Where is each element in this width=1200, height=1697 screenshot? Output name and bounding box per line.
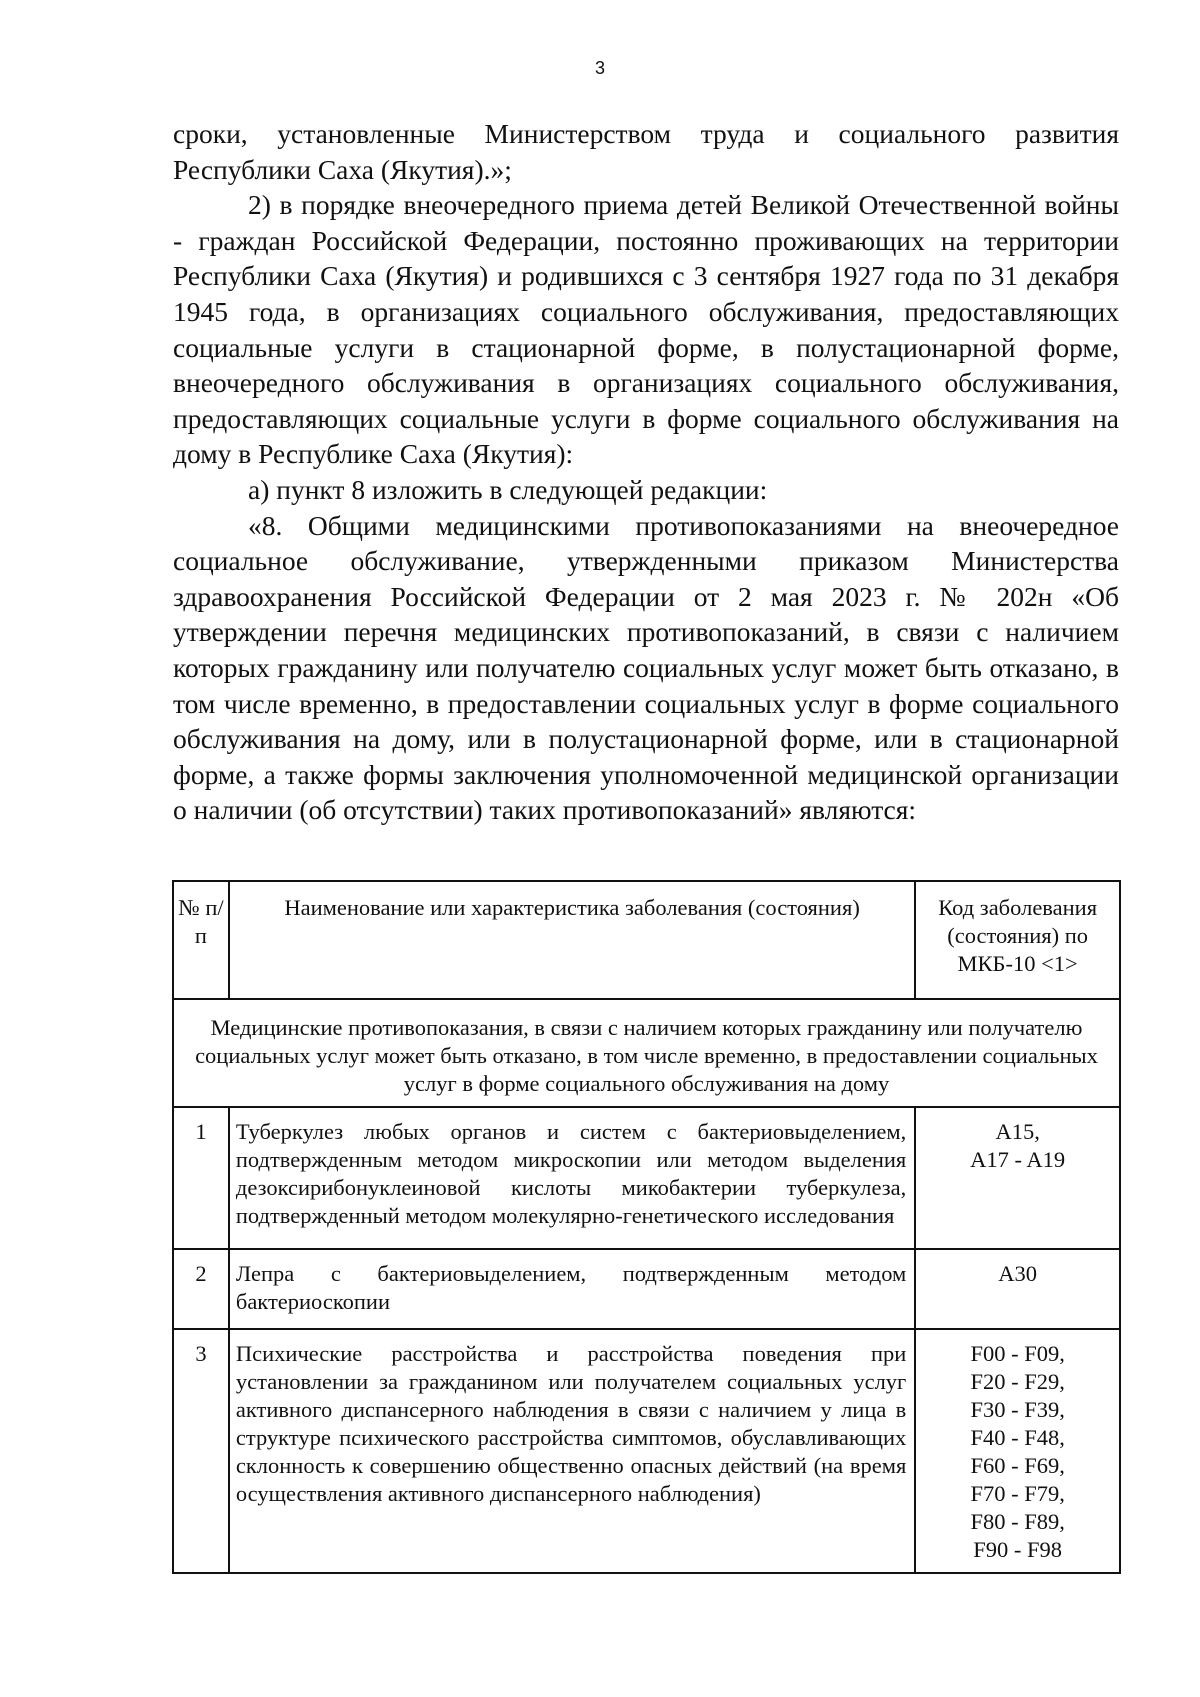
row-name: Психические расстройства и расстройства поведения при установлении за гражданином или получателем социальных услуг активного диспансерного наблюдения в связи с наличием у лица в структуре психического расстройства симптомов, обуславливающих склонность к совершению общественно опасных действий (на время осуществления активного диспансерного наблюдения)	[229, 1329, 915, 1573]
section-title: Медицинские противопоказания, в связи с наличием которых гражданину или получателю социальных услуг может быть отказано, в том числе временно, в предоставлении социальных услуг в форме социального обслуживания на дому	[173, 999, 1120, 1107]
row-name: Туберкулез любых органов и систем с бактериовыделением, подтвержденным методом микроскопии или методом выделения дезоксирибонуклеиновой кислоты микобактерии туберкулеза, подтвержденный методом молекулярно-генетического исследования	[229, 1107, 915, 1249]
row-name: Лепра с бактериовыделением, подтвержденным методом бактериоскопии	[229, 1249, 915, 1329]
code-value: A17 - A19	[970, 1147, 1066, 1172]
header-code: Код заболевания (состояния) по МКБ-10 <1>	[915, 881, 1120, 999]
code-value: F40 - F48,	[970, 1425, 1065, 1450]
paragraph-item-2: 2) в порядке внеочередного приема детей Великой Отечественной войны - граждан Российской Федерации, постоянно проживающих на территории Республики Саха (Якутия) и родившихся с 3 сентября 1927 года по 31 декабря 1945 года, в организациях социального обслуживания, предоставляющих социальные услуги в стационарной форме, в полустационарной форме, внеочередного обслуживания в организациях социального обслуживания, предоставляющих социальные услуги в форме социального обслуживания на дому в Республике Саха (Якутия):	[173, 189, 1119, 470]
contraindications-table	[172, 880, 1121, 1574]
code-value: F00 - F09,	[970, 1341, 1065, 1366]
code-value: A15,	[995, 1119, 1040, 1144]
paragraph-subitem-a: а) пункт 8 изложить в следующей редакции:	[248, 473, 768, 505]
code-value: F20 - F29,	[970, 1369, 1065, 1394]
header-name: Наименование или характеристика заболевания (состояния)	[229, 881, 915, 999]
table-row	[173, 1329, 1120, 1573]
code-value: F60 - F69,	[970, 1453, 1065, 1478]
row-codes	[915, 1329, 1120, 1573]
table-row	[173, 1249, 1120, 1329]
document-body	[173, 116, 1119, 828]
code-value: A30	[998, 1261, 1038, 1286]
code-value: F30 - F39,	[970, 1397, 1065, 1422]
header-number: № п/п	[173, 881, 229, 999]
row-codes	[915, 1107, 1120, 1249]
row-codes	[915, 1249, 1120, 1329]
row-number: 2	[173, 1249, 229, 1329]
code-value: F90 - F98	[973, 1537, 1063, 1562]
row-number: 3	[173, 1329, 229, 1573]
row-number: 1	[173, 1107, 229, 1249]
code-value: F80 - F89,	[970, 1509, 1065, 1534]
table-header-row	[173, 881, 1120, 999]
paragraph-continuation: сроки, установленные Министерством труда и социального развития Республики Саха (Якутия).»;	[173, 118, 1119, 185]
code-value: F70 - F79,	[970, 1481, 1065, 1506]
table-row	[173, 1107, 1120, 1249]
section-row	[173, 999, 1120, 1107]
paragraph-point-8: «8. Общими медицинскими противопоказаниями на внеочередное социальное обслуживание, утвержденными приказом Министерства здравоохранения Российской Федерации от 2 мая 2023 г. № 202н «Об утверждении перечня медицинских противопоказаний, в связи с наличием которых гражданину или получателю социальных услуг может быть отказано, в том числе временно, в предоставлении социальных услуг в форме социального обслуживания на дому, или в полустационарной форме, или в стационарной форме, а также формы заключения уполномоченной медицинской организации о наличии (об отсутствии) таких противопоказаний» являются:	[173, 509, 1119, 826]
page-number: 3	[594, 58, 605, 78]
